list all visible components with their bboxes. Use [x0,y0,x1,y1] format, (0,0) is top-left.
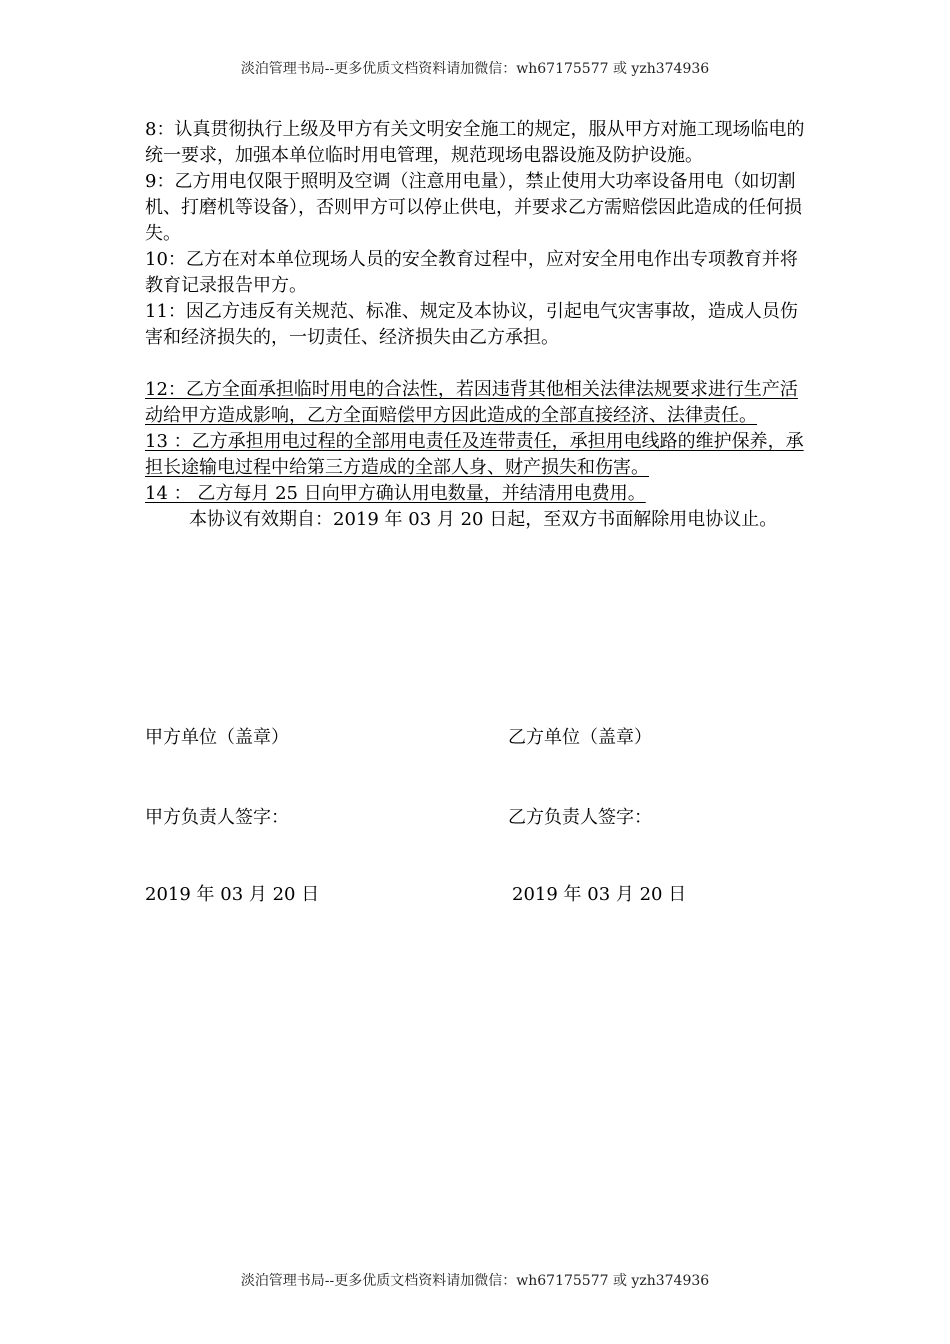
page-footer: 淡泊管理书局--更多优质文档资料请加微信：wh67175577 或 yzh374936 [240,1273,710,1289]
clause-8: 8：认真贯彻执行上级及甲方有关文明安全施工的规定，服从甲方对施工现场临电的统一要求，加强本单位临时用电管理，规范现场电器设施及防护设施。 [145,119,805,166]
clause-11: 11：因乙方违反有关规范、标准、规定及本协议，引起电气灾害事故，造成人员伤害和经济损失的，一切责任、经济损失由乙方承担。 [145,301,798,348]
clause-10: 10：乙方在对本单位现场人员的安全教育过程中，应对安全用电作出专项教育并将教育记录报告甲方。 [145,249,798,296]
party-b-unit-label: 乙方单位（盖章） [508,727,652,748]
paragraph-gap [145,351,810,377]
party-a-date: 2019 年 03 月 20 日 [145,884,320,905]
clause-9: 9：乙方用电仅限于照明及空调（注意用电量），禁止使用大功率设备用电（如切割机、打磨机等设备），否则甲方可以停止供电，并要求乙方需赔偿因此造成的任何损失。 [145,171,802,244]
clause-13: 13 ：乙方承担用电过程的全部用电责任及连带责任，承担用电线路的维护保养，承担长途输电过程中给第三方造成的全部人身、财产损失和伤害。 [145,431,804,478]
clause-14: 14 ： 乙方每月 25 日向甲方确认用电数量，并结清用电费用。 [145,483,646,504]
party-b-signer-label: 乙方负责人签字： [508,807,652,828]
page-header: 淡泊管理书局--更多优质文档资料请加微信：wh67175577 或 yzh374936 [240,61,710,77]
party-a-signer-label: 甲方负责人签字： [145,807,289,828]
party-a-unit-label: 甲方单位（盖章） [145,727,289,748]
validity-clause: 本协议有效期自：2019 年 03 月 20 日起，至双方书面解除用电协议止。 [189,509,778,530]
clause-12: 12：乙方全面承担临时用电的合法性，若因违背其他相关法律法规要求进行生产活动给甲方造成影响，乙方全面赔偿甲方因此造成的全部直接经济、法律责任。 [145,379,798,426]
agreement-body [145,117,810,533]
party-b-date: 2019 年 03 月 20 日 [512,884,687,905]
